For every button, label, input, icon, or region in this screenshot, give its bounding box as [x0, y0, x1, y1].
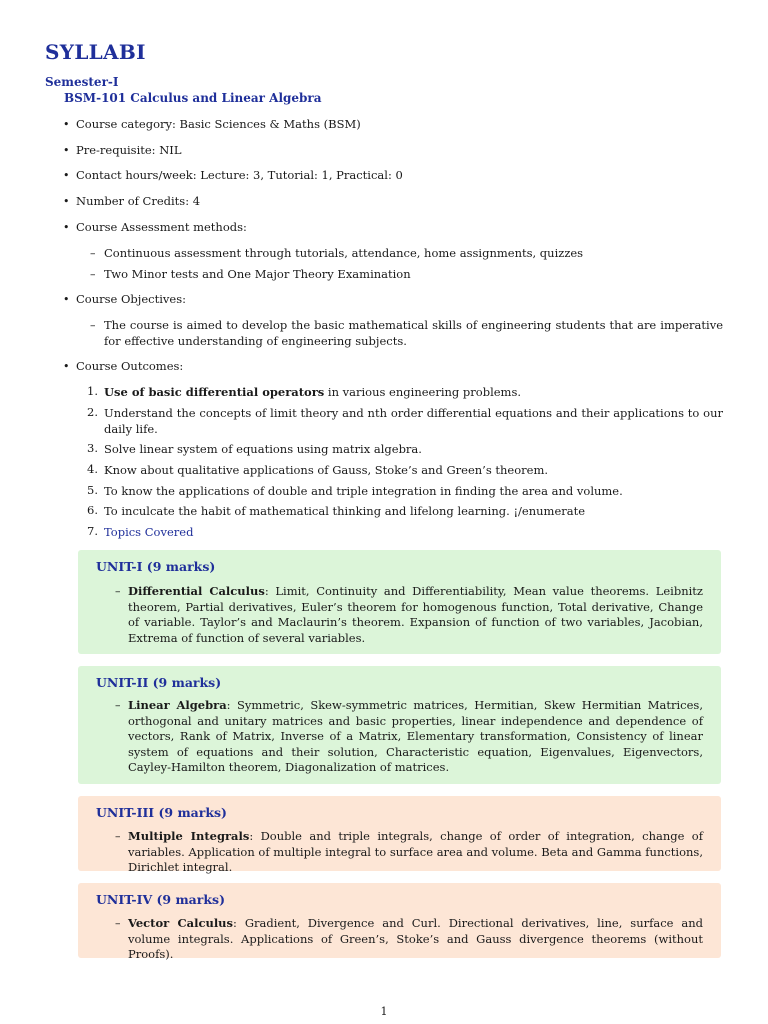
- bullet-icon: •: [63, 195, 70, 208]
- unit-heading: UNIT-III (9 marks): [96, 805, 227, 820]
- unit-description: : Double and triple integrals, change of order of integration, change of variables. Application of multiple integral to surface area and volume. Beta and Gamma functions, Dirichlet integral.: [128, 829, 703, 874]
- unit-heading: UNIT-IV (9 marks): [96, 892, 225, 907]
- bullet-icon: •: [63, 144, 70, 157]
- unit-box: [78, 550, 721, 654]
- bullet-icon: •: [63, 360, 70, 373]
- unit-box: [78, 666, 721, 784]
- page-number: 1: [380, 1005, 388, 1018]
- dash-icon: –: [90, 319, 96, 332]
- outcome-number: 4.: [87, 462, 98, 476]
- unit-box: [78, 796, 721, 874]
- outcome-item: Solve linear system of equations using matrix algebra.: [104, 442, 422, 456]
- credits: Number of Credits: 4: [76, 194, 201, 208]
- bullet-icon: •: [63, 118, 70, 131]
- assessment-label: Course Assessment methods:: [76, 220, 247, 234]
- outcome-highlight: Use of basic differential operators: [104, 385, 325, 399]
- unit-topic: Differential Calculus: [128, 584, 265, 598]
- outcome-number: 1.: [87, 384, 98, 398]
- course-title: BSM-101 Calculus and Linear Algebra: [64, 91, 322, 105]
- objective-text: The course is aimed to develop the basic mathematical skills of engineering students that are imperative for effective understanding of engineering subjects.: [104, 318, 723, 348]
- bullet-icon: •: [63, 293, 70, 306]
- unit-content: [128, 584, 703, 646]
- unit-content: [128, 916, 703, 963]
- unit-description: : Limit, Continuity and Differentiability, Mean value theorems. Leibnitz theorem, Partial derivatives, Euler’s theorem for homogenous function, Total derivative, Change of variable. Taylor’s and Maclaurin’s theorem. Expansion of function of two variables, Jacobian, Extrema of function of several variables.: [128, 584, 703, 645]
- unit-box: [78, 883, 721, 961]
- dash-icon: –: [115, 830, 121, 843]
- outcome-item: To inculcate the habit of mathematical thinking and lifelong learning. ¡/enumerate: [104, 504, 586, 518]
- unit-topic: Multiple Integrals: [128, 829, 250, 843]
- outcome-number: 3.: [87, 441, 98, 455]
- outcome-number: 7.: [87, 524, 98, 538]
- page-title: SYLLABI: [45, 40, 146, 64]
- outcome-item: Know about qualitative applications of Gauss, Stoke’s and Green’s theorem.: [104, 463, 549, 477]
- objectives-label: Course Objectives:: [76, 292, 186, 306]
- unit-description: : Symmetric, Skew-symmetric matrices, Hermitian, Skew Hermitian Matrices, orthogonal and unitary matrices and basic properties, linear independence and dependence of vectors, Rank of Matrix, Inverse of a Matrix, Elementary transformation, Consistency of linear system of equations and their solution, Characteristic equation, Eigenvalues, Eigenvectors, Cayley-Hamilton theorem, Diagonalization of matrices.: [128, 698, 703, 774]
- unit-heading: UNIT-II (9 marks): [96, 675, 222, 690]
- outcome-item: Understand the concepts of limit theory and nth order differential equations and their applications to our daily life.: [104, 406, 723, 436]
- dash-icon: –: [90, 247, 96, 260]
- topics-covered-label: Topics Covered: [104, 525, 194, 539]
- contact-hours: Contact hours/week: Lecture: 3, Tutorial: 1, Practical: 0: [76, 168, 403, 182]
- unit-description: : Gradient, Divergence and Curl. Directional derivatives, line, surface and volume integrals. Applications of Green’s, Stoke’s and Gauss divergence theorems (without Proofs).: [128, 916, 703, 961]
- unit-topic: Linear Algebra: [128, 698, 227, 712]
- prerequisite: Pre-requisite: NIL: [76, 143, 182, 157]
- semester-label: Semester-I: [45, 75, 119, 89]
- outcomes-label: Course Outcomes:: [76, 359, 184, 373]
- dash-icon: –: [115, 699, 121, 712]
- bullet-icon: •: [63, 221, 70, 234]
- outcome-number: 6.: [87, 503, 98, 517]
- unit-content: [128, 698, 703, 776]
- assessment-item: Two Minor tests and One Major Theory Examination: [104, 267, 411, 281]
- unit-heading: UNIT-I (9 marks): [96, 559, 216, 574]
- dash-icon: –: [90, 268, 96, 281]
- assessment-item: Continuous assessment through tutorials, attendance, home assignments, quizzes: [104, 246, 584, 260]
- unit-topic: Vector Calculus: [128, 916, 234, 930]
- outcome-item: [104, 384, 723, 400]
- unit-content: [128, 829, 703, 876]
- dash-icon: –: [115, 917, 121, 930]
- outcome-item: To know the applications of double and triple integration in finding the area and volume.: [104, 484, 623, 498]
- outcome-number: 5.: [87, 483, 98, 497]
- dash-icon: –: [115, 585, 121, 598]
- outcome-number: 2.: [87, 405, 98, 419]
- course-category: Course category: Basic Sciences & Maths (BSM): [76, 117, 361, 131]
- bullet-icon: •: [63, 169, 70, 182]
- outcome-text: in various engineering problems.: [324, 385, 522, 399]
